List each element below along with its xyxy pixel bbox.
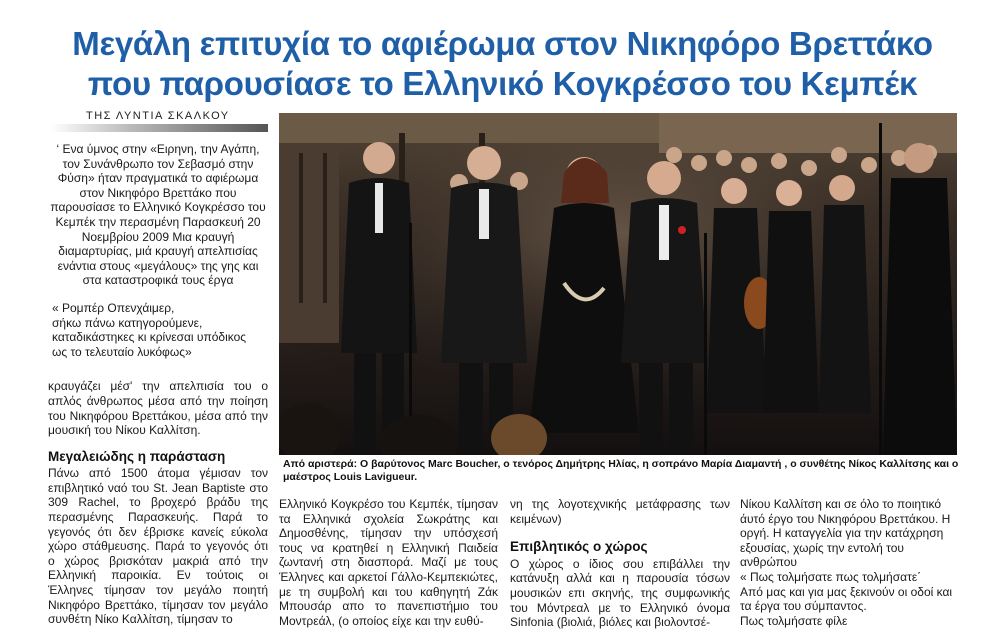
column-3-top-text: νη της λογοτεχνικής μετάφρασης των κειμένων) — [510, 497, 730, 526]
headline-line-1: Μεγάλη επιτυχία το αφιέρωμα στον Νικηφόρο Βρεττάκο — [72, 25, 933, 62]
subhead-venue: Επιβλητικός ο χώρος — [510, 539, 648, 555]
byline-rule — [50, 124, 268, 132]
byline: ΤΗΣ ΛΥΝΤΙΑ ΣΚΑΛΚΟΥ — [86, 110, 230, 122]
column-4-text: Νίκου Καλλίτση και σε όλο το ποιητικό άυτό έργο του Νικηφόρου Βρεττάκου. Η οργή. Η καταγγελία για την κατάχρηση εξουσίας, χωρίς την εντολή του ανθρώπου « Πως τολμήσατε πως τολμήσατε΄ Από μας και για μας ξεκινούν οι οδοί και τα έργα του σύμπαντος. Πως τολμήσατε φίλε — [740, 497, 953, 628]
headline — [0, 24, 1005, 104]
after-quote-paragraph: κραυγάζει μέσ' την απελπισία του ο απλός άνθρωπος μέσα από την ποίηση του Νικηφόρου Βρεττάκου, μέσα από την μουσική του Νίκου Καλλίτση. — [48, 379, 268, 438]
column-4 — [740, 497, 958, 640]
subhead-performance: Μεγαλειώδης η παράσταση — [48, 448, 226, 464]
left-column — [48, 142, 268, 639]
concert-photo — [279, 113, 957, 455]
column-3 — [510, 497, 730, 642]
performance-paragraph: Πάνω από 1500 άτομα γέμισαν τον επιβλητικό ναό του St. Jean Baptiste στο 309 Rachel, το βροχερό βράδυ της περασμένης Παρασκευής. Παρά το γεγονός ότι δεν έβρισκε κανείς εύκολα χώρο στάθμευσης. Παρά το γεγονός ότι ο χώρος βρισκόταν μακριά από την Ελληνική παροικία. Εν τούτοις οι Έλληνες τίμησαν τον μεγάλο ποιητή Νικηφόρο Βρεττάκο, τίμησαν τον μεγάλο συνθέτη Νίκο Καλλίτση, τίμησαν το — [48, 466, 268, 627]
column-3-body-text: Ο χώρος ο ίδιος σου επιβάλλει την κατάνυξη αλλά και η παρουσία τόσων μουσικών επι σκηνής, της συμφωνικής του Μόντρεαλ με το Ελληνικό όνομα Sinfonia (βιολιά, βιόλες και βιολοντσέ- — [510, 556, 730, 630]
concert-photo-illustration — [279, 113, 957, 455]
headline-line-2: που παρουσίασε το Ελληνικό Κογκρέσσο του Κεμπέκ — [87, 65, 918, 102]
column-2 — [279, 497, 498, 640]
poem-quote: « Ρομπέρ Οπενχάιμερ, σήκω πάνω κατηγορούμενε, καταδικάστηκες κι κρίνεσαι υπόδικος ως το τελευταίο λυκόφως» — [52, 300, 247, 359]
photo-caption: Από αριστερά: Ο βαρύτονος Marc Boucher, ο τενόρος Δημήτρης Ηλίας, η σοπράνο Μαρία Διαμαντή , ο συνθέτης Νίκος Καλλίτσης και ο μαέστρος Louis Lavigueur. — [283, 458, 959, 483]
intro-paragraph: ‘ Ενα ύμνος στην «Ειρηνη, την Αγάπη, τον Συνάνθρωπο τον Σεβασμό στην Φύση» ήταν πραγματικά το αφιέρωμα στον Νικηφόρο Βρεττάκο που παρουσίασε το Ελληνικό Κογκρέσσο του Κεμπέκ την περασμένη Παρασκευή 20 Νοεμβρίου 2009 Μια κραυγή διαμαρτυρίας, μιά κραυγή απελπισίας ενάντια στους «μεγάλους» της γης και στα καταστροφικά τους έργα — [50, 142, 266, 288]
column-2-text: Ελληνικό Κογκρέσο του Κεμπέκ, τίμησαν τα Ελληνικά σχολεία Σωκράτης και Δημοσθένης, τίμησαν την υπόσχεσή τους να κρατηθεί η Ελληνική Παιδεία ζωντανή στη διασπορά. Μαζί με τους Έλληνες και αρκετοί Γάλλο-Κεμπεκιώτες, με τη συμβολή και του καθηγητή Ζάκ Μπουσάρ απο το πανεπιστήμιο του Μοντρεάλ, (ο οποίος είχε και την ευθύ- — [279, 497, 498, 628]
